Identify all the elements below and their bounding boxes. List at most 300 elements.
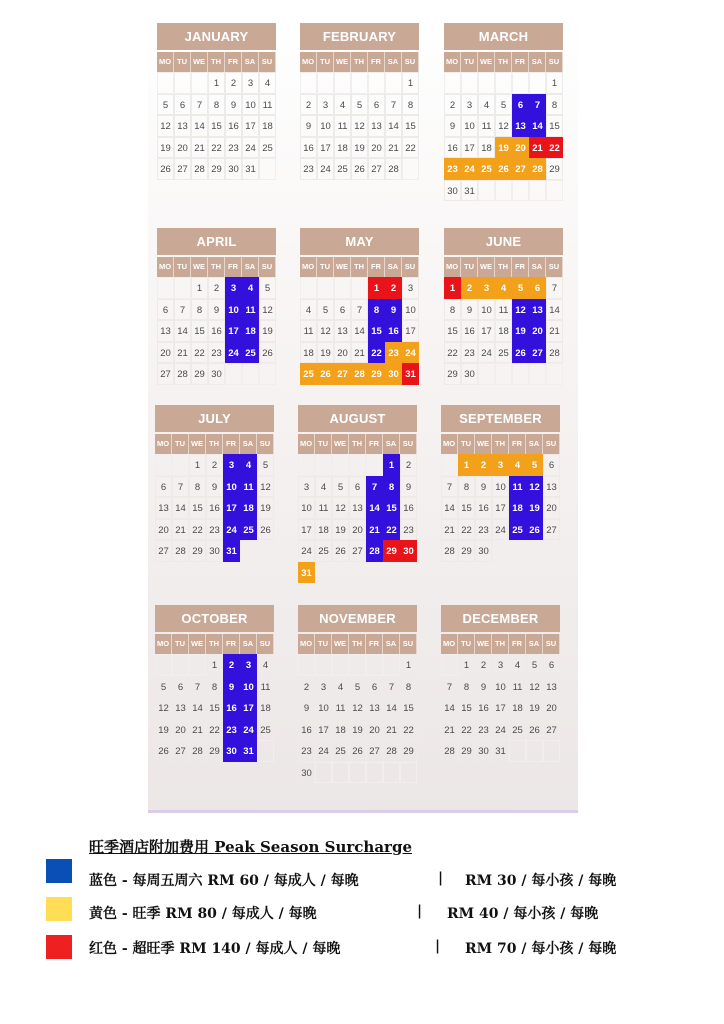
day-cell: 20 [349,519,366,541]
day-cell: 10 [478,299,495,321]
weekday-header [444,257,563,277]
day-cell: 22 [458,719,475,741]
day-cell: 7 [174,299,191,321]
day-cell: 5 [349,676,366,698]
weekday-label: SU [402,52,419,72]
day-cell: 16 [461,320,478,342]
day-cell: 11 [509,476,526,498]
day-grid [444,72,563,201]
weekday-label: SU [546,52,563,72]
day-cell: 22 [402,137,419,159]
day-cell: 19 [257,497,274,519]
month-may [300,228,419,385]
day-cell: 23 [298,740,315,762]
day-cell: 10 [242,94,259,116]
month-title: APRIL [157,228,276,255]
day-cell: 23 [400,519,417,541]
weekday-label: WE [334,52,351,72]
weekday-label: WE [475,634,492,654]
empty-cell [529,363,546,385]
day-cell: 3 [492,654,509,676]
empty-cell [526,740,543,762]
weekday-label: FR [368,52,385,72]
legend-separator: | [435,938,441,954]
day-grid [155,654,274,762]
day-cell: 22 [208,137,225,159]
day-cell: 18 [257,697,274,719]
day-cell: 4 [332,676,349,698]
weekday-label: TU [458,634,475,654]
weekday-label: MO [157,257,174,277]
day-cell: 28 [529,158,546,180]
day-cell: 27 [512,158,529,180]
day-cell: 18 [509,497,526,519]
day-cell: 6 [368,94,385,116]
weekday-label: WE [189,634,206,654]
day-cell: 27 [155,540,172,562]
weekday-label: TU [174,52,191,72]
weekday-label: TU [315,634,332,654]
day-cell: 25 [315,540,332,562]
month-july [155,405,274,562]
day-cell: 29 [206,740,223,762]
day-cell: 20 [543,497,560,519]
day-cell: 4 [509,454,526,476]
day-cell: 5 [526,454,543,476]
day-grid [155,454,274,562]
day-cell: 29 [368,363,385,385]
empty-cell [225,363,242,385]
empty-cell [157,277,174,299]
day-cell: 7 [529,94,546,116]
day-cell: 20 [366,719,383,741]
day-cell: 28 [189,740,206,762]
empty-cell [509,740,526,762]
weekday-label: SU [543,634,560,654]
day-cell: 2 [225,72,242,94]
day-cell: 1 [383,454,400,476]
day-cell: 28 [383,740,400,762]
day-cell: 25 [300,363,317,385]
day-cell: 10 [298,497,315,519]
day-cell: 13 [155,497,172,519]
day-cell: 7 [441,676,458,698]
legend-child-rate: RM 70 / 每小孩 / 每晚 [465,941,617,957]
day-cell: 2 [475,454,492,476]
day-cell: 15 [191,320,208,342]
weekday-header [441,434,560,454]
day-cell: 4 [334,94,351,116]
day-cell: 20 [368,137,385,159]
day-cell: 16 [400,497,417,519]
month-february [300,23,419,180]
month-title: FEBRUARY [300,23,419,50]
day-cell: 9 [475,476,492,498]
day-cell: 30 [223,740,240,762]
day-cell: 6 [172,676,189,698]
day-cell: 9 [385,299,402,321]
empty-cell [315,762,332,784]
day-cell: 14 [546,299,563,321]
day-cell: 5 [332,476,349,498]
empty-cell [157,72,174,94]
weekday-label: SA [385,52,402,72]
day-cell: 29 [400,740,417,762]
day-cell: 1 [368,277,385,299]
day-cell: 22 [206,719,223,741]
empty-cell [155,454,172,476]
day-cell: 19 [157,137,174,159]
month-title: DECEMBER [441,605,560,632]
day-cell: 14 [385,115,402,137]
day-cell: 25 [478,158,495,180]
day-cell: 26 [495,158,512,180]
day-grid [441,454,560,562]
day-cell: 10 [240,676,257,698]
day-cell: 26 [317,363,334,385]
day-cell: 2 [223,654,240,676]
day-cell: 18 [315,519,332,541]
empty-cell [509,540,526,562]
day-cell: 27 [543,519,560,541]
day-cell: 24 [478,342,495,364]
day-cell: 28 [385,158,402,180]
day-cell: 1 [208,72,225,94]
yellow-swatch [46,897,72,921]
day-cell: 13 [334,320,351,342]
day-cell: 21 [351,342,368,364]
weekday-label: MO [300,52,317,72]
weekday-label: MO [300,257,317,277]
weekday-label: TU [315,434,332,454]
day-cell: 30 [475,740,492,762]
day-cell: 30 [400,540,417,562]
day-cell: 25 [332,740,349,762]
day-cell: 21 [174,342,191,364]
empty-cell [444,72,461,94]
day-grid [300,72,419,180]
day-cell: 16 [385,320,402,342]
empty-cell [512,363,529,385]
weekday-label: WE [191,52,208,72]
weekday-label: FR [223,634,240,654]
weekday-label: FR [366,434,383,454]
day-cell: 22 [444,342,461,364]
weekday-label: TU [172,634,189,654]
day-cell: 29 [546,158,563,180]
day-grid [157,72,276,180]
day-cell: 1 [444,277,461,299]
day-cell: 17 [317,137,334,159]
day-grid [298,454,417,583]
day-cell: 6 [529,277,546,299]
day-cell: 8 [383,476,400,498]
day-cell: 20 [172,719,189,741]
day-cell: 29 [383,540,400,562]
day-cell: 3 [315,676,332,698]
day-cell: 14 [529,115,546,137]
day-cell: 25 [334,158,351,180]
weekday-label: MO [155,434,172,454]
day-cell: 5 [157,94,174,116]
day-cell: 28 [366,540,383,562]
empty-cell [334,72,351,94]
weekday-label: SA [240,634,257,654]
empty-cell [317,72,334,94]
weekday-label: WE [189,434,206,454]
day-cell: 11 [257,676,274,698]
day-cell: 3 [402,277,419,299]
day-cell: 7 [441,476,458,498]
weekday-label: SU [400,434,417,454]
legend-label: 红色 - 超旺季 RM 140 / 每成人 / 每晚 [89,941,341,957]
day-cell: 17 [315,719,332,741]
day-cell: 21 [546,320,563,342]
day-cell: 23 [225,137,242,159]
day-cell: 22 [368,342,385,364]
weekday-header [155,434,274,454]
day-cell: 13 [543,476,560,498]
weekday-label: WE [332,634,349,654]
month-october [155,605,274,762]
month-december [441,605,560,762]
empty-cell [478,72,495,94]
day-cell: 8 [189,476,206,498]
day-cell: 23 [208,342,225,364]
day-cell: 30 [208,363,225,385]
day-cell: 24 [240,719,257,741]
weekday-label: TH [349,434,366,454]
day-cell: 29 [444,363,461,385]
empty-cell [495,180,512,202]
day-cell: 30 [461,363,478,385]
day-cell: 14 [441,697,458,719]
weekday-label: FR [225,257,242,277]
weekday-label: SU [546,257,563,277]
weekday-label: FR [223,434,240,454]
day-grid [300,277,419,385]
day-cell: 18 [478,137,495,159]
empty-cell [332,654,349,676]
day-cell: 17 [478,320,495,342]
day-cell: 6 [512,94,529,116]
weekday-label: WE [191,257,208,277]
day-cell: 5 [257,454,274,476]
day-cell: 28 [174,363,191,385]
empty-cell [298,654,315,676]
day-cell: 19 [495,137,512,159]
day-cell: 4 [478,94,495,116]
empty-cell [349,654,366,676]
day-cell: 10 [402,299,419,321]
day-cell: 25 [495,342,512,364]
weekday-label: WE [475,434,492,454]
day-cell: 20 [529,320,546,342]
weekday-label: SA [529,257,546,277]
weekday-label: MO [298,434,315,454]
day-cell: 21 [441,719,458,741]
day-cell: 1 [400,654,417,676]
empty-cell [300,277,317,299]
day-cell: 20 [334,342,351,364]
empty-cell [155,654,172,676]
day-cell: 24 [225,342,242,364]
empty-cell [368,72,385,94]
day-cell: 10 [315,697,332,719]
weekday-label: SU [259,52,276,72]
day-cell: 3 [317,94,334,116]
weekday-label: TH [492,434,509,454]
day-cell: 14 [366,497,383,519]
day-cell: 23 [223,719,240,741]
weekday-header [441,634,560,654]
empty-cell [383,654,400,676]
weekday-header [298,634,417,654]
empty-cell [385,72,402,94]
empty-cell [543,540,560,562]
day-cell: 16 [444,137,461,159]
day-cell: 22 [191,342,208,364]
day-cell: 2 [385,277,402,299]
day-cell: 6 [155,476,172,498]
month-august [298,405,417,583]
day-cell: 18 [495,320,512,342]
day-cell: 5 [259,277,276,299]
day-cell: 2 [300,94,317,116]
day-cell: 11 [495,299,512,321]
day-cell: 23 [385,342,402,364]
day-cell: 29 [458,740,475,762]
day-cell: 4 [257,654,274,676]
day-cell: 23 [461,342,478,364]
day-cell: 30 [385,363,402,385]
day-cell: 12 [526,676,543,698]
weekday-label: FR [509,434,526,454]
day-cell: 1 [189,454,206,476]
empty-cell [317,277,334,299]
weekday-label: SA [383,434,400,454]
day-cell: 26 [259,342,276,364]
day-cell: 15 [383,497,400,519]
day-cell: 11 [478,115,495,137]
day-cell: 21 [191,137,208,159]
day-cell: 5 [512,277,529,299]
empty-cell [332,762,349,784]
empty-cell [259,363,276,385]
weekday-label: TU [461,52,478,72]
weekday-label: SU [257,434,274,454]
day-cell: 8 [458,676,475,698]
day-cell: 12 [332,497,349,519]
day-cell: 25 [257,719,274,741]
day-cell: 19 [317,342,334,364]
day-cell: 9 [444,115,461,137]
day-cell: 20 [157,342,174,364]
day-cell: 13 [174,115,191,137]
empty-cell [189,654,206,676]
month-title: SEPTEMBER [441,405,560,432]
month-title: MAY [300,228,419,255]
empty-cell [400,562,417,584]
day-cell: 8 [191,299,208,321]
day-cell: 20 [155,519,172,541]
day-cell: 10 [461,115,478,137]
day-cell: 7 [191,94,208,116]
day-cell: 19 [259,320,276,342]
day-cell: 18 [300,342,317,364]
day-cell: 4 [242,277,259,299]
day-cell: 18 [332,719,349,741]
day-cell: 3 [478,277,495,299]
day-cell: 21 [385,137,402,159]
day-cell: 8 [458,476,475,498]
day-cell: 6 [334,299,351,321]
day-cell: 23 [475,719,492,741]
weekday-label: FR [509,634,526,654]
day-cell: 29 [189,540,206,562]
day-cell: 26 [526,519,543,541]
empty-cell [240,540,257,562]
day-cell: 17 [242,115,259,137]
day-cell: 5 [317,299,334,321]
day-cell: 8 [546,94,563,116]
day-cell: 14 [351,320,368,342]
empty-cell [526,540,543,562]
day-cell: 20 [512,137,529,159]
day-cell: 6 [543,654,560,676]
weekday-label: TU [461,257,478,277]
weekday-label: MO [441,434,458,454]
day-grid [298,654,417,783]
day-cell: 24 [492,519,509,541]
empty-cell [349,562,366,584]
day-cell: 25 [509,719,526,741]
day-cell: 10 [225,299,242,321]
month-title: MARCH [444,23,563,50]
day-cell: 10 [223,476,240,498]
day-cell: 17 [223,497,240,519]
weekday-label: TH [208,257,225,277]
day-cell: 25 [240,519,257,541]
day-cell: 3 [242,72,259,94]
day-cell: 14 [189,697,206,719]
day-cell: 28 [172,540,189,562]
day-cell: 14 [174,320,191,342]
legend-child-rate: RM 40 / 每小孩 / 每晚 [447,906,599,922]
day-cell: 31 [240,740,257,762]
day-cell: 2 [298,676,315,698]
day-cell: 1 [458,454,475,476]
day-cell: 16 [475,697,492,719]
weekday-label: TH [351,52,368,72]
day-cell: 12 [526,476,543,498]
day-cell: 10 [492,676,509,698]
empty-cell [402,158,419,180]
month-september [441,405,560,562]
day-cell: 13 [529,299,546,321]
day-cell: 11 [334,115,351,137]
empty-cell [366,562,383,584]
day-cell: 25 [509,519,526,541]
weekday-label: WE [478,257,495,277]
day-cell: 17 [298,519,315,541]
weekday-label: MO [444,257,461,277]
weekday-label: SA [526,434,543,454]
day-grid [444,277,563,385]
day-cell: 28 [546,342,563,364]
day-cell: 14 [172,497,189,519]
day-cell: 21 [366,519,383,541]
